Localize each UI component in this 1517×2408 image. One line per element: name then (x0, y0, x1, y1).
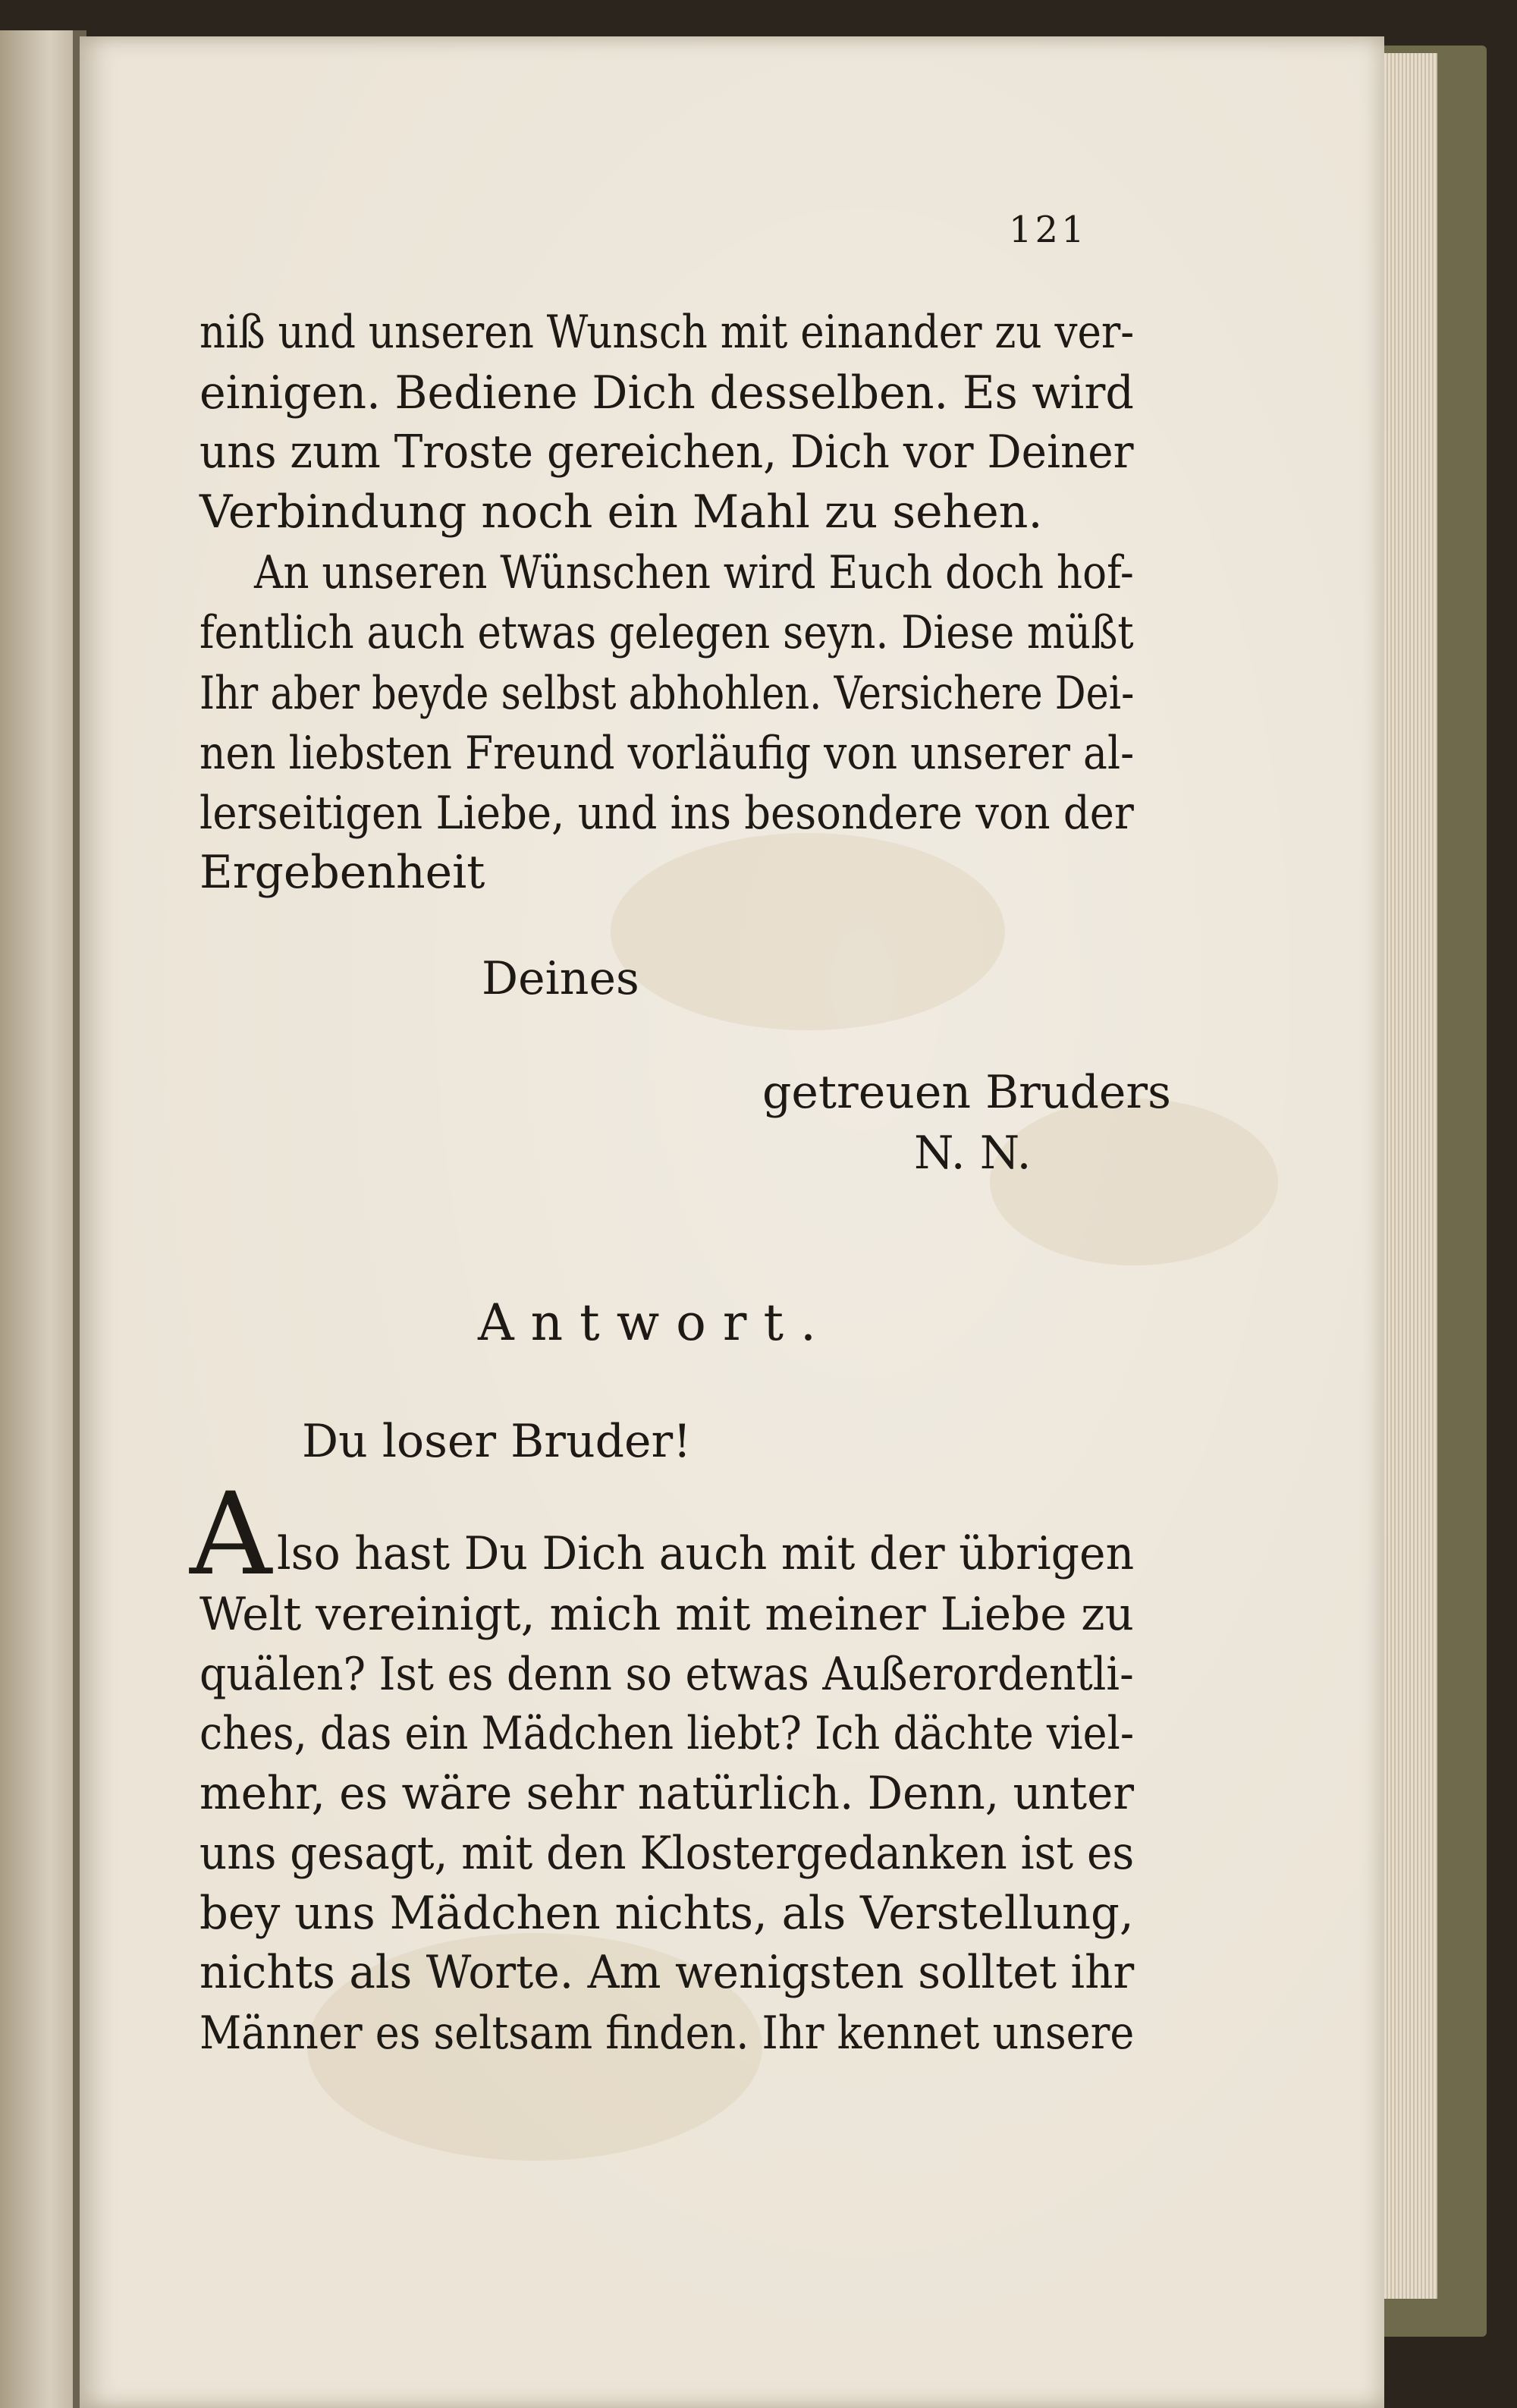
reply-line-4: ches, das ein Mädchen liebt? Ich dächte viel- (199, 1707, 1135, 1760)
reply-line-2: Welt vereinigt, mich mit meiner Liebe zu (199, 1588, 1134, 1641)
reply-line-1: lso hast Du Dich auch mit der übrigen (277, 1527, 1135, 1580)
body-line-6: fentlich auch etwas gelegen seyn. Diese müßt (199, 606, 1134, 659)
closing-getreuen-bruders: getreuen Bruders (762, 1066, 1171, 1119)
body-line-3: uns zum Troste gereichen, Dich vor Deiner (199, 426, 1134, 479)
body-line-5: An unseren Wünschen wird Euch doch hof- (254, 546, 1134, 599)
paper-stain (990, 1099, 1278, 1265)
reply-line-3: quälen? Ist es denn so etwas Außerordentli- (199, 1648, 1134, 1701)
salutation: Du loser Bruder! (302, 1415, 692, 1468)
drop-cap: A (190, 1469, 272, 1601)
body-line-1: niß und unseren Wunsch mit einander zu ver- (199, 306, 1135, 359)
reply-line-7: bey uns Mädchen nichts, als Verstellung, (199, 1887, 1134, 1940)
body-line-8: nen liebsten Freund vorläufig von unserer al- (199, 727, 1135, 780)
body-line-9: lerseitigen Liebe, und ins besondere von der (199, 787, 1134, 840)
page-number: 121 (1009, 209, 1088, 251)
reply-line-5: mehr, es wäre sehr natürlich. Denn, unter (199, 1767, 1134, 1820)
body-line-4: Verbindung noch ein Mahl zu sehen. (199, 486, 1043, 539)
closing-deines: Deines (482, 952, 639, 1005)
reply-line-6: uns gesagt, mit den Klostergedanken ist es (199, 1827, 1135, 1880)
reply-line-9: Männer es seltsam finden. Ihr kennet unsere (199, 2007, 1135, 2060)
reply-line-8: nichts als Worte. Am wenigsten solltet ihr (199, 1946, 1135, 1999)
reply-heading: Antwort. (478, 1294, 833, 1352)
paper-stain (611, 833, 1005, 1030)
body-line-7: Ihr aber beyde selbst abhohlen. Versichere Dei- (199, 667, 1135, 720)
body-line-2: einigen. Bediene Dich desselben. Es wird (199, 366, 1134, 420)
left-page-strip (0, 30, 83, 2408)
signature: N. N. (914, 1127, 1032, 1180)
body-line-10: Ergebenheit (199, 846, 485, 899)
